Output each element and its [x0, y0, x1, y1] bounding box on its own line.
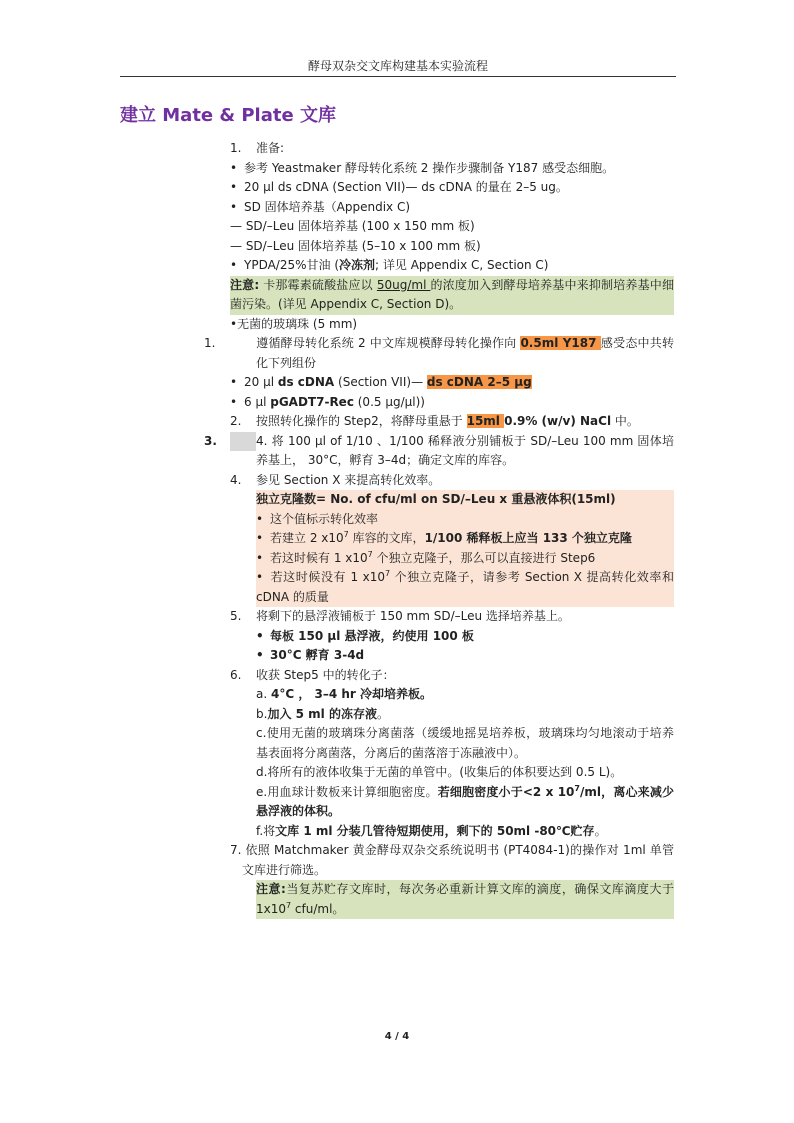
list-item: • SD 固体培养基（Appendix C) — [230, 199, 411, 214]
step-6: 6. 收获 Step5 中的转化子： — [230, 667, 395, 682]
list-item: • 6 µl pGADT7-Rec (0.5 µg/µl)) — [230, 394, 425, 409]
step-6-a: a. 4°C ， 3–4 hr 冷却培养板。 — [256, 687, 433, 701]
page-header — [120, 56, 676, 77]
step-6-d: d.将所有的液体收集于无菌的单管中。(收集后的体积要达到 0.5 L)。 — [256, 765, 623, 779]
list-item: • YPDA/25%甘油 (冷冻剂; 详见 Appendix C, Section C) — [230, 258, 549, 272]
step-7: 7. 依照 Matchmaker 黄金酵母双杂交系统说明书 (PT4084-1)的操作对 1ml 单管文库进行筛选。 — [230, 843, 674, 877]
step-6-e: e.用血球计数板来计算细胞密度。若细胞密度小于<2 x $10^7/ml$，离心来减少悬浮液的体积。 — [256, 783, 674, 818]
list-item: • 30°C 孵育 3-4d — [256, 648, 365, 662]
step-6-c: c.使用无菌的玻璃珠分离菌落（缓缓地摇晃培养板，玻璃珠均匀地滚动于培养基表面将分离菌落，分离后的菌落溶于冻融液中）。 — [256, 726, 674, 760]
prep-heading: 1. 准备: — [230, 141, 285, 155]
document-body — [204, 139, 674, 919]
list-item: •无菌的玻璃珠 (5 mm) — [230, 316, 358, 331]
step-2: 2. 按照转化操作的 Step2，将酵母重悬于 15ml 0.9% (w/v) NaCl 中。 — [230, 414, 639, 428]
section-title: 建立 Mate & Plate 文库 — [120, 105, 336, 126]
list-item: • 每板 150 µl 悬浮液，约使用 100 板 — [256, 628, 474, 643]
page-number: 4 / 4 — [384, 1031, 410, 1042]
list-item: • 20 µl ds cDNA (Section VII)— ds cDNA 2–5 µg — [230, 375, 532, 389]
list-item: — SD/–Leu 固体培养基 (100 x 150 mm 板) — [230, 219, 475, 233]
step-3: 3. 4. 将 100 µl of 1/10 、1/100 稀释液分别铺板于 SD/–Leu 100 mm 固体培养基上， 30°C，孵育 3–4d；确定文库的库容。 — [204, 433, 674, 467]
step-4: 4. 参见 Section X 来提高转化效率。 — [230, 472, 441, 487]
note-kanamycin: 注意: 卡那霉素硫酸盐应以 50ug/ml 的浓度加入到酵母培养基中来抑制培养基中细菌污染。(详见 Appendix C, Section D)。 — [230, 276, 674, 315]
list-item: — SD/–Leu 固体培养基 (5–10 x 100 mm 板) — [230, 238, 481, 253]
list-item: • 若这时候有 1 $x10^7$ 个独立克隆子，那么可以直接进行 Step6 — [230, 549, 674, 569]
list-item: • 参考 Yeastmaker 酵母转化系统 2 操作步骤制备 Y187 感受态细胞。 — [230, 160, 615, 175]
header-title: 酵母双杂交文库构建基本实验流程 — [307, 59, 488, 73]
step-6-b: b.加入 5 ml 的冻存液。 — [256, 706, 389, 721]
list-item: • 20 µl ds cDNA (Section VII)— ds cDNA 的量在 2–5 ug。 — [230, 180, 568, 194]
list-item: • 若建立 2 $x10^7$ 库容的文库，1/100 稀释板上应当 133 个独立克隆 — [230, 529, 674, 549]
step-1: 1. 遵循酵母转化系统 2 中文库规模酵母转化操作向 0.5ml Y187 感受态中共转化下列组份 — [204, 336, 674, 370]
list-item: • 若这时候没有 1 $x10^7$ 个独立克隆子，请参考 Section X 提高转化效率和 cDNA 的质量 — [230, 568, 674, 607]
step-4-formula: 独立克隆数= No. of cfu/ml on SD/–Leu x 重悬液体积(15ml) — [230, 490, 674, 510]
note-library-titer: 注意:当复苏贮存文库时，每次务必重新计算文库的滴度，确保文库滴度大于 $1x10^7$ cfu/ml。 — [230, 880, 674, 919]
step-5: 5. 将剩下的悬浮液铺板于 150 mm SD/–Leu 选择培养基上。 — [230, 609, 570, 623]
list-item: • 这个值标示转化效率 — [230, 510, 674, 530]
step-6-f: f.将文库 1 ml 分装几管待短期使用，剩下的 50ml -80℃贮存。 — [256, 823, 607, 838]
